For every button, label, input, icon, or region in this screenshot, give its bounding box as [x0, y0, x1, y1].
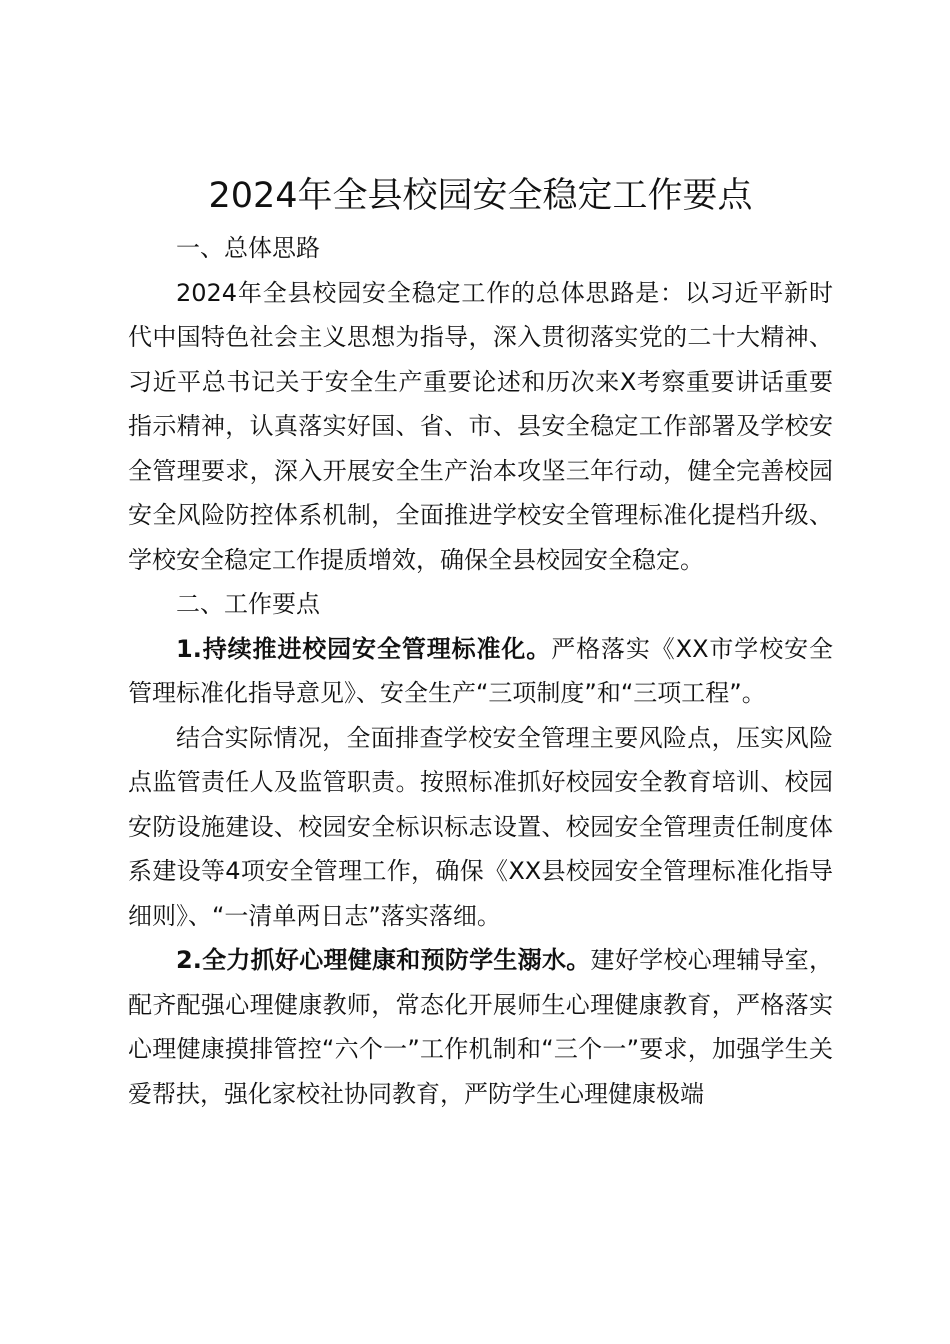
- item-2-lead: 2.全力抓好心理健康和预防学生溺水。: [176, 946, 591, 974]
- paragraph-item-1-detail: 结合实际情况，全面排查学校安全管理主要风险点，压实风险点监管责任人及监管职责。按照标准抓好校园安全教育培训、校园安防设施建设、校园安全标识标志设置、校园安全管理责任制度体系建设等4项安全管理工作，确保《XX县校园安全管理标准化指导细则》、“一清单两日志”落实落细。: [128, 723, 833, 930]
- document-page: [128, 172, 833, 1116]
- item-1-text: 严格落实《XX市学校安全管理标准化指导意见》、安全生产“三项制度”和“三项工程”。: [128, 634, 833, 707]
- section-heading-overall: 一、总体思路: [176, 234, 320, 262]
- item-1-lead: 1.持续推进校园安全管理标准化。: [176, 634, 552, 663]
- paragraph-item-1: [128, 627, 833, 716]
- item-2-text: 建好学校心理辅导室，配齐配强心理健康教师，常态化开展师生心理健康教育，严格落实心理健康摸排管控“六个一”工作机制和“三个一”要求，加强学生关爱帮扶，强化家校社协同教育，严防学生心理健康极端: [128, 946, 833, 1108]
- paragraph-item-2: [128, 938, 833, 1116]
- paragraph-overall-approach: 2024年全县校园安全稳定工作的总体思路是：以习近平新时代中国特色社会主义思想为指导，深入贯彻落实党的二十大精神、习近平总书记关于安全生产重要论述和历次来X考察重要讲话重要指示精神，认真落实好国、省、市、县安全稳定工作部署及学校安全管理要求，深入开展安全生产治本攻坚三年行动，健全完善校园安全风险防控体系机制，全面推进学校安全管理标准化提档升级、学校安全稳定工作提质增效，确保全县校园安全稳定。: [128, 278, 833, 574]
- section-heading-work-points: 二、工作要点: [176, 590, 320, 618]
- document-title: 2024年全县校园安全稳定工作要点: [208, 176, 753, 216]
